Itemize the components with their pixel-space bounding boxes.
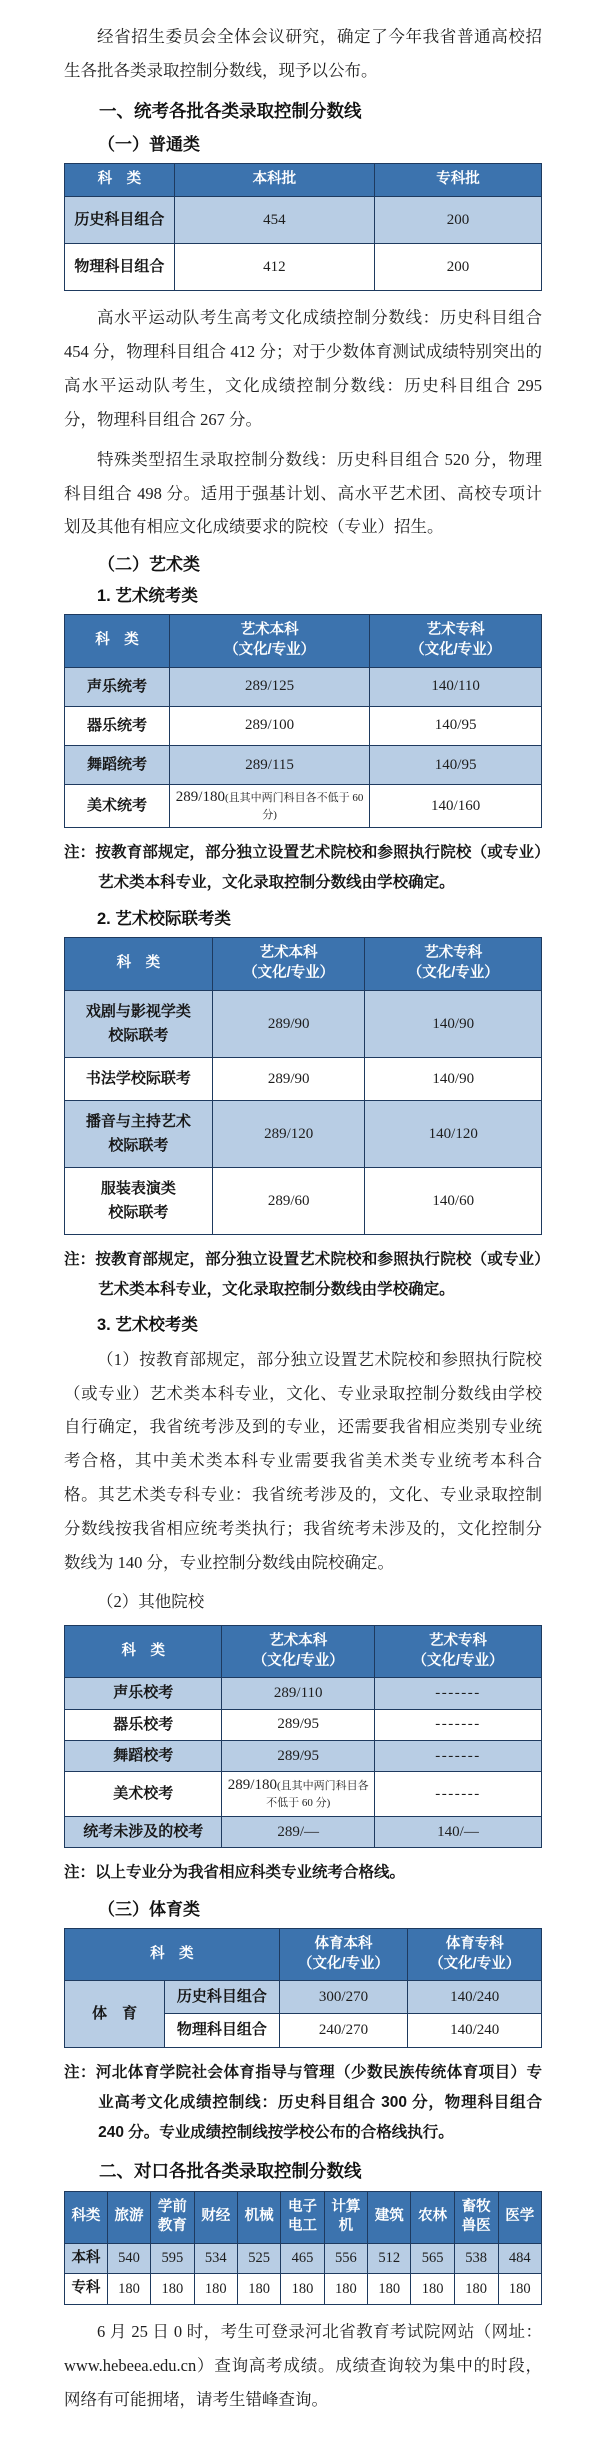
row-label: 专科	[65, 2274, 108, 2305]
heading-art-joint: 2. 艺术校际联考类	[97, 909, 231, 928]
row-label: 历史科目组合	[65, 196, 175, 243]
score-cell: 180	[324, 2274, 367, 2305]
special-type-paragraph: 特殊类型招生录取控制分数线：历史科目组合 520 分，物理科目组合 498 分。适用于强基计划、高水平艺术团、高校专项计划及其他有相应文化成绩要求的院校（专业）招生。	[64, 449, 542, 537]
row-label: 物理科目组合	[165, 2014, 279, 2047]
header-category: 科 类	[65, 938, 213, 990]
score-cell: 140/110	[370, 667, 542, 706]
table-row	[65, 1981, 542, 2014]
heading-duikou-lines: 二、对口各批各类录取控制分数线	[99, 2161, 362, 2182]
score-cell: 140/120	[365, 1100, 542, 1167]
score-cell: 465	[281, 2243, 324, 2274]
heading-sports-category: （三）体育类	[98, 1899, 200, 1919]
score-cell: 140/95	[370, 706, 542, 745]
score-cell: -------	[375, 1709, 542, 1740]
score-cell: 140/90	[365, 990, 542, 1057]
header-category: 科 类	[65, 615, 170, 667]
row-label: 声乐校考	[65, 1678, 222, 1709]
heading-unified-exam-lines: 一、统考各批各类录取控制分数线	[99, 100, 362, 121]
header-major: 机械	[237, 2191, 280, 2243]
row-label: 器乐统考	[65, 706, 170, 745]
sports-note: 注：河北体育学院社会体育指导与管理（少数民族传统体育项目）专业高考文化成绩控制线：历史科目组合 300 分，物理科目组合 240 分。专业成绩控制线按学校公布的合格线执行。	[64, 2063, 542, 2142]
intro-paragraph: 经省招生委员会全体会议研究，确定了今年我省普通高校招生各批各类录取控制分数线，现予以公布。	[64, 27, 542, 80]
art-school-exam-table	[64, 1625, 542, 1848]
other-colleges-subheading: （2）其他院校	[97, 1592, 205, 1612]
score-cell	[222, 1772, 375, 1817]
header-major: 计算机	[324, 2191, 367, 2243]
merged-sports-label: 体 育	[65, 1981, 165, 2048]
score-cell: 289/110	[222, 1678, 375, 1709]
high-level-athletes-paragraph: 高水平运动队考生高考文化成绩控制分数线：历史科目组合454 分，物理科目组合 412 分；对于少数体育测试成绩特别突出的高水平运动队考生，文化成绩控制分数线：历史科目组合 295 分，物理科目组合 267 分。	[64, 308, 542, 429]
art-table-note: 注：按教育部规定，部分独立设置艺术院校和参照执行院校（或专业）艺术类本科专业，文化录取控制分数线由学校确定。	[64, 1250, 542, 1298]
header-line: 艺术专科	[424, 945, 483, 962]
header-category: 科 类	[65, 1626, 222, 1678]
row-label: 器乐校考	[65, 1709, 222, 1740]
table-row	[65, 1740, 542, 1771]
score-condition: (且其中两门科目各不低于 60 分)	[266, 1780, 369, 1810]
score-value: 289/180	[227, 1777, 277, 1794]
score-cell: 289/90	[212, 990, 365, 1057]
table-row	[65, 1817, 542, 1848]
score-cell: 484	[498, 2243, 541, 2274]
header-sports-zhuanke	[408, 1929, 542, 1981]
score-cell: 140/160	[370, 785, 542, 828]
score-cell: 180	[411, 2274, 454, 2305]
row-label: 舞蹈统考	[65, 746, 170, 785]
score-cell: 289/120	[212, 1100, 365, 1167]
score-cell: 289/115	[169, 746, 369, 785]
header-major: 医学	[498, 2191, 541, 2243]
table-row	[65, 1709, 542, 1740]
header-category: 科类	[65, 2191, 108, 2243]
header-line: 艺术本科	[240, 622, 299, 639]
score-cell: 240/270	[279, 2014, 408, 2047]
score-cell: 289/100	[169, 706, 369, 745]
score-cell: 289/125	[169, 667, 369, 706]
score-cell: 180	[237, 2274, 280, 2305]
score-cell: 180	[368, 2274, 411, 2305]
header-line: 艺术专科	[426, 622, 485, 639]
score-cell: -------	[375, 1772, 542, 1817]
heading-art-unified: 1. 艺术统考类	[97, 586, 198, 605]
table-row	[65, 244, 542, 291]
header-line: 艺术本科	[259, 945, 318, 962]
label-line: 播音与主持艺术	[85, 1112, 191, 1130]
label-line: 戏剧与影视学类	[85, 1002, 191, 1020]
header-major: 旅游	[107, 2191, 150, 2243]
score-cell: 180	[107, 2274, 150, 2305]
header-line: 艺术本科	[269, 1633, 328, 1650]
table-header-row	[65, 164, 542, 197]
row-label: 美术统考	[65, 785, 170, 828]
score-cell: 540	[107, 2243, 150, 2274]
label-line: 服装表演类	[100, 1179, 176, 1197]
score-cell: 180	[498, 2274, 541, 2305]
score-cell: 289/60	[212, 1167, 365, 1234]
score-cell: 140/240	[408, 1981, 542, 2014]
score-cell: 289/—	[222, 1817, 375, 1848]
score-cell: 525	[237, 2243, 280, 2274]
table-row	[65, 667, 542, 706]
score-cell: 140/95	[370, 746, 542, 785]
row-label	[65, 1167, 213, 1234]
score-cell: 180	[281, 2274, 324, 2305]
table-header-row	[65, 2191, 542, 2243]
header-category: 科 类	[65, 164, 175, 197]
score-cell: 534	[194, 2243, 237, 2274]
score-value: 289/180	[175, 789, 225, 806]
score-condition: (且其中两门科目各不低于 60 分)	[224, 792, 364, 822]
header-benke-batch: 本科批	[174, 164, 374, 197]
score-cell: 140/240	[408, 2014, 542, 2047]
label-line: 校际联考	[108, 1203, 169, 1221]
heading-art-school-exam: 3. 艺术校考类	[97, 1316, 198, 1334]
score-cell: 512	[368, 2243, 411, 2274]
score-cell: 180	[151, 2274, 194, 2305]
score-cell: 289/95	[222, 1709, 375, 1740]
art-table-note: 注：按教育部规定，部分独立设置艺术院校和参照执行院校（或专业）艺术类本科专业，文化录取控制分数线由学校确定。	[64, 844, 542, 892]
score-cell: -------	[375, 1740, 542, 1771]
art-unified-table	[64, 614, 542, 828]
header-line: （文化/专业）	[412, 1652, 504, 1669]
header-art-benke	[222, 1626, 375, 1678]
table-row	[65, 990, 542, 1057]
score-cell: 300/270	[279, 1981, 408, 2014]
header-line: （文化/专业）	[243, 965, 335, 981]
row-label: 舞蹈校考	[65, 1740, 222, 1771]
table-row	[65, 196, 542, 243]
header-line: （文化/专业）	[224, 641, 316, 658]
table-row	[65, 2274, 542, 2305]
row-label: 统考未涉及的校考	[65, 1817, 222, 1848]
table-row	[65, 746, 542, 785]
header-line: （文化/专业）	[252, 1652, 344, 1669]
header-art-zhuanke	[370, 615, 542, 667]
score-cell: 140/—	[375, 1817, 542, 1848]
general-scores-table	[64, 163, 542, 291]
header-line: （文化/专业）	[410, 641, 502, 658]
row-label: 美术校考	[65, 1772, 222, 1817]
art-joint-table	[64, 937, 542, 1234]
score-cell: 595	[151, 2243, 194, 2274]
header-major: 农林	[411, 2191, 454, 2243]
table-row	[65, 1167, 542, 1234]
table-header-row	[65, 1626, 542, 1678]
header-line: （文化/专业）	[429, 1955, 521, 1972]
table-header-row	[65, 1929, 542, 1981]
row-label: 历史科目组合	[165, 1981, 279, 2014]
sports-scores-table	[64, 1928, 542, 2048]
table-row	[65, 1772, 542, 1817]
header-major: 建筑	[368, 2191, 411, 2243]
row-label: 物理科目组合	[65, 244, 175, 291]
header-major: 学前教育	[151, 2191, 194, 2243]
closing-paragraph: 6 月 25 日 0 时，考生可登录河北省教育考试院网站（网址：www.hebeea.edu.cn）查询高考成绩。成绩查询较为集中的时段，网络有可能拥堵，请考生错峰查询。	[64, 2321, 542, 2409]
heading-general-category: （一）普通类	[98, 134, 200, 154]
label-line: 校际联考	[108, 1026, 169, 1044]
score-cell: 200	[375, 244, 542, 291]
score-cell	[169, 785, 369, 828]
score-cell: 180	[454, 2274, 498, 2305]
score-cell: 412	[174, 244, 374, 291]
score-cell: 556	[324, 2243, 367, 2274]
table-row	[65, 1057, 542, 1100]
header-major: 财经	[194, 2191, 237, 2243]
table-row	[65, 706, 542, 745]
table-header-row	[65, 938, 542, 990]
header-major: 电子电工	[281, 2191, 324, 2243]
other-colleges-note: 注：以上专业分为我省相应科类专业统考合格线。	[64, 1864, 406, 1882]
table-row	[65, 1100, 542, 1167]
row-label	[65, 1100, 213, 1167]
header-art-benke	[169, 615, 369, 667]
header-line: 体育本科	[314, 1936, 373, 1953]
row-label	[65, 990, 213, 1057]
score-cell: 565	[411, 2243, 454, 2274]
score-cell: 289/90	[212, 1057, 365, 1100]
duikou-scores-table	[64, 2191, 542, 2305]
header-major: 畜牧兽医	[454, 2191, 498, 2243]
art-school-exam-paragraph: （1）按教育部规定，部分独立设置艺术院校和参照执行院校（或专业）艺术类本科专业，文化、专业录取控制分数线由学校自行确定，我省统考涉及到的专业，还需要我省相应类别专业统考合格，其中美术类本科专业需要我省美术类专业统考本科合格。其艺术类专科专业：我省统考涉及的，文化、专业录取控制分数线按我省相应统考类执行；我省统考未涉及的，文化控制分数线为 140 分，专业控制分数线由院校确定。	[64, 1349, 542, 1572]
header-category: 科 类	[65, 1929, 280, 1981]
header-art-zhuanke	[375, 1626, 542, 1678]
header-line: 体育专科	[445, 1936, 504, 1953]
row-label: 本科	[65, 2243, 108, 2274]
header-zhuanke-batch: 专科批	[375, 164, 542, 197]
label-line: 书法学校际联考	[85, 1069, 191, 1087]
score-cell: 538	[454, 2243, 498, 2274]
header-line: 艺术专科	[429, 1633, 488, 1650]
header-line: （文化/专业）	[298, 1955, 390, 1972]
table-header-row	[65, 615, 542, 667]
score-cell: 140/90	[365, 1057, 542, 1100]
score-cell: 180	[194, 2274, 237, 2305]
table-row	[65, 1678, 542, 1709]
score-cell: 200	[375, 196, 542, 243]
header-art-zhuanke	[365, 938, 542, 990]
table-row	[65, 2243, 542, 2274]
label-line: 校际联考	[108, 1136, 169, 1154]
score-cell: 289/95	[222, 1740, 375, 1771]
table-row	[65, 785, 542, 828]
row-label: 声乐统考	[65, 667, 170, 706]
header-sports-benke	[279, 1929, 408, 1981]
score-cell: 140/60	[365, 1167, 542, 1234]
score-cell: -------	[375, 1678, 542, 1709]
header-line: （文化/专业）	[407, 965, 499, 981]
heading-art-category: （二）艺术类	[98, 555, 200, 575]
header-art-benke	[212, 938, 365, 990]
score-cell: 454	[174, 196, 374, 243]
row-label	[65, 1057, 213, 1100]
